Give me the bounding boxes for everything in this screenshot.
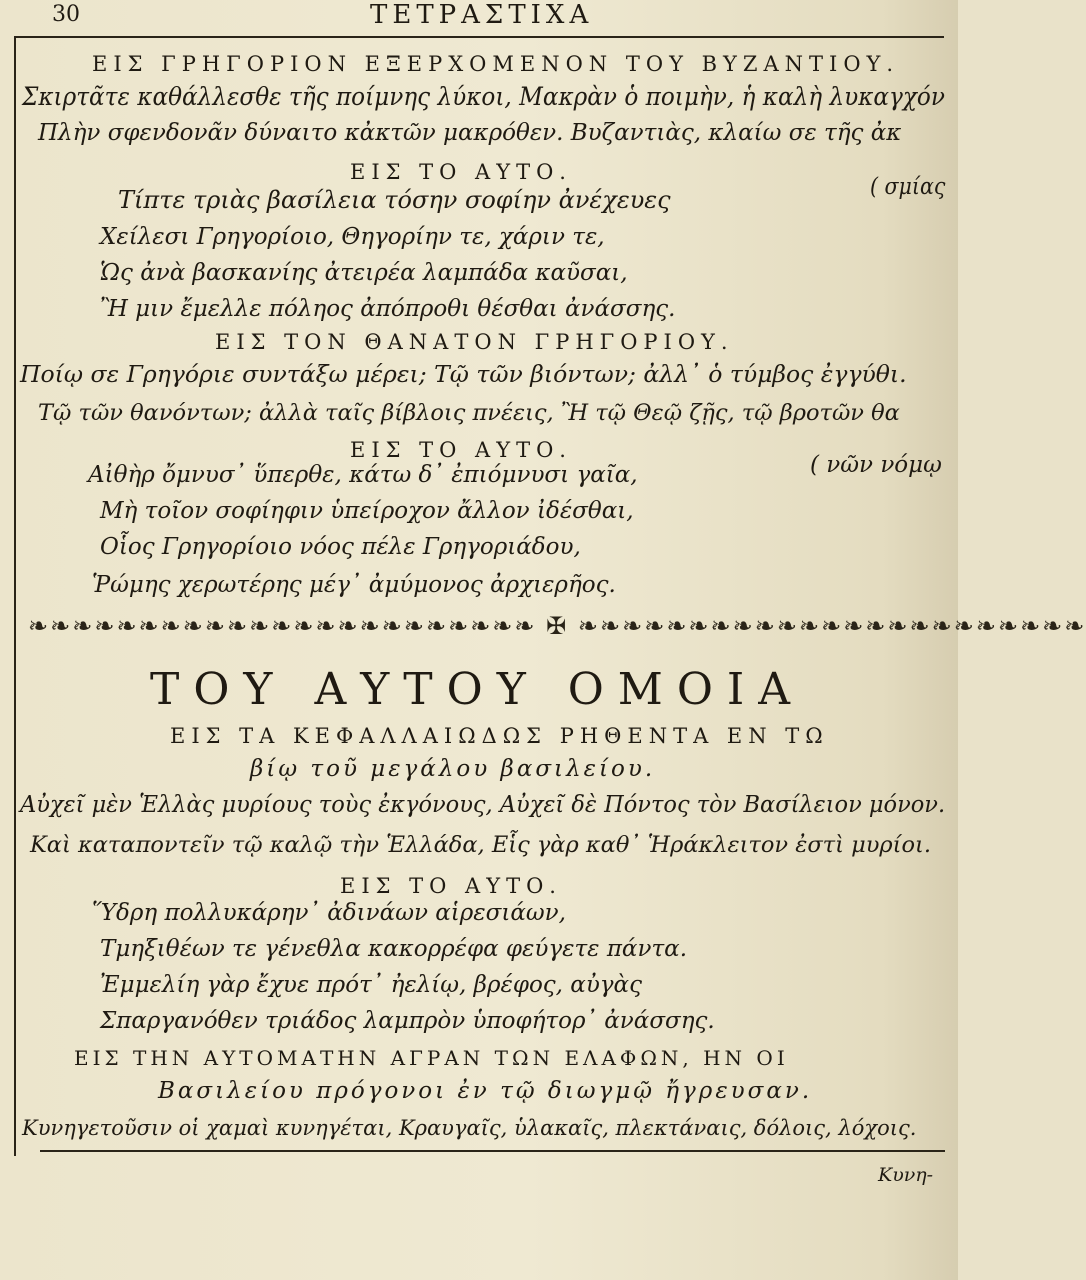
section5-subheading: βίῳ τοῦ μεγάλου βασιλείου.	[250, 756, 656, 782]
page-number: 30	[52, 2, 80, 27]
bottom-rule	[40, 1150, 945, 1152]
verse-line: Χείλεσι Γρηγορίοιο, Θηγορίην τε, χάριν τε,	[100, 224, 605, 250]
verse-turnover: ( νῶν νόμῳ	[810, 452, 942, 478]
verse-line: Τμηξιθέων τε γένεθλα κακορρέφα φεύγετε πάντα.	[100, 936, 688, 962]
verse-line: Κυνηγετοῦσιν οἱ χαμαὶ κυνηγέται, Κραυγαῖς, ὑλακαῖς, πλεκτάναις, δόλοις, λόχοις.	[22, 1116, 917, 1140]
section1-heading: ΕΙΣ ΓΡΗΓΟΡΙΟΝ ΕΞΕΡΧΟΜΕΝΟΝ ΤΟΥ ΒΥΖΑΝΤΙΟΥ.	[92, 52, 900, 76]
catchword: Κυνη-	[878, 1164, 934, 1186]
section3-heading: ΕΙΣ ΤΟΝ ΘΑΝΑΤΟΝ ΓΡΗΓΟΡΙΟΥ.	[215, 330, 734, 354]
verse-line: Ὕδρη πολλυκάρην᾽ ἀδινάων αἱρεσιάων,	[92, 900, 566, 926]
verse-line: Ποίῳ σε Γρηγόριε συντάξω μέρει; Τῷ τῶν βιόντων; ἀλλ᾽ ὁ τύμβος ἐγγύθι.	[20, 360, 907, 388]
section5-title: ΤΟΥ ΑΥΤΟΥ ΟΜΟΙΑ	[150, 664, 805, 715]
verse-line: Τίπτε τριὰς βασίλεια τόσην σοφίην ἀνέχευες	[118, 186, 671, 214]
verse-line: Πλὴν σφενδονᾶν δύναιτο κἀκτῶν μακρόθεν. Βυζαντιὰς, κλαίω σε τῆς ἀκ	[38, 120, 902, 146]
verse-line: Αἰθὴρ ὄμνυσ᾽ ὕπερθε, κάτω δ᾽ ἐπιόμνυσι γαῖα,	[88, 462, 638, 488]
section2-heading: ΕΙΣ ΤΟ ΑΥΤΟ.	[350, 160, 572, 184]
verse-line: Σκιρτᾶτε καθάλλεσθε τῆς ποίμνης λύκοι, Μακρὰν ὁ ποιμὴν, ἡ καλὴ λυκαγχόν	[22, 82, 945, 111]
verse-line: Ἐμμελίη γὰρ ἔχυε πρότ᾽ ἠελίῳ, βρέφος, αὐγὰς	[100, 972, 642, 998]
verse-line: Οἷος Γρηγορίοιο νόος πέλε Γρηγοριάδου,	[100, 534, 581, 560]
verse-line: Ὡς ἀνὰ βασκανίης ἀτειρέα λαμπάδα καῦσαι,	[100, 260, 628, 286]
section7-heading: ΕΙΣ ΤΗΝ ΑΥΤΟΜΑΤΗΝ ΑΓΡΑΝ ΤΩΝ ΕΛΑΦΩΝ, ΗΝ ΟΙ	[74, 1046, 789, 1070]
verse-line: Σπαργανόθεν τριάδος λαμπρὸν ὑποφήτορ᾽ ἀνάσσης.	[100, 1008, 715, 1034]
section4-heading: ΕΙΣ ΤΟ ΑΥΤΟ.	[350, 438, 572, 462]
verse-line: Ῥώμης χερωτέρης μέγ᾽ ἀμύμονος ἀρχιερῆος.	[92, 572, 616, 598]
verse-line: Ἢ μιν ἔμελλε πόληος ἀπόπροθι θέσθαι ἀνάσσης.	[100, 296, 676, 322]
section6-heading: ΕΙΣ ΤΟ ΑΥΤΟ.	[340, 874, 562, 898]
ornament-band: ❧❧❧❧❧❧❧❧❧❧❧❧❧❧❧❧❧❧❧❧❧❧❧ ✠ ❧❧❧❧❧❧❧❧❧❧❧❧❧❧❧❧❧❧❧❧❧❧❧	[28, 612, 1086, 640]
verse-line: Αὐχεῖ μὲν Ἑλλὰς μυρίους τοὺς ἐκγόνους, Αὐχεῖ δὲ Πόντος τὸν Βασίλειον μόνον.	[20, 792, 946, 818]
section7-subheading: Βασιλείου πρόγονοι ἐν τῷ διωγμῷ ἤγρευσαν.	[158, 1078, 813, 1104]
verse-line: Τῷ τῶν θανόντων; ἀλλὰ ταῖς βίβλοις πνέεις, Ἢ τῷ Θεῷ ζῇς, τῷ βροτῶν θα	[38, 400, 900, 426]
verse-turnover: ( σμίας	[870, 174, 946, 200]
left-rule	[14, 36, 16, 1156]
section5-heading: ΕΙΣ ΤΑ ΚΕΦΑΛΛΑΙΩΔΩΣ ΡΗΘΕΝΤΑ ΕΝ ΤΩ	[170, 724, 829, 748]
verse-line: Μὴ τοῖον σοφίηφιν ὑπείροχον ἄλλον ἰδέσθαι,	[100, 498, 634, 524]
running-head: ΤΕΤΡΑΣΤΙΧΑ	[370, 0, 594, 30]
top-rule	[14, 36, 944, 38]
verse-line: Καὶ καταποντεῖν τῷ καλῷ τὴν Ἑλλάδα, Εἷς γὰρ καθ᾽ Ἡράκλειτον ἐστὶ μυρίοι.	[30, 832, 931, 858]
